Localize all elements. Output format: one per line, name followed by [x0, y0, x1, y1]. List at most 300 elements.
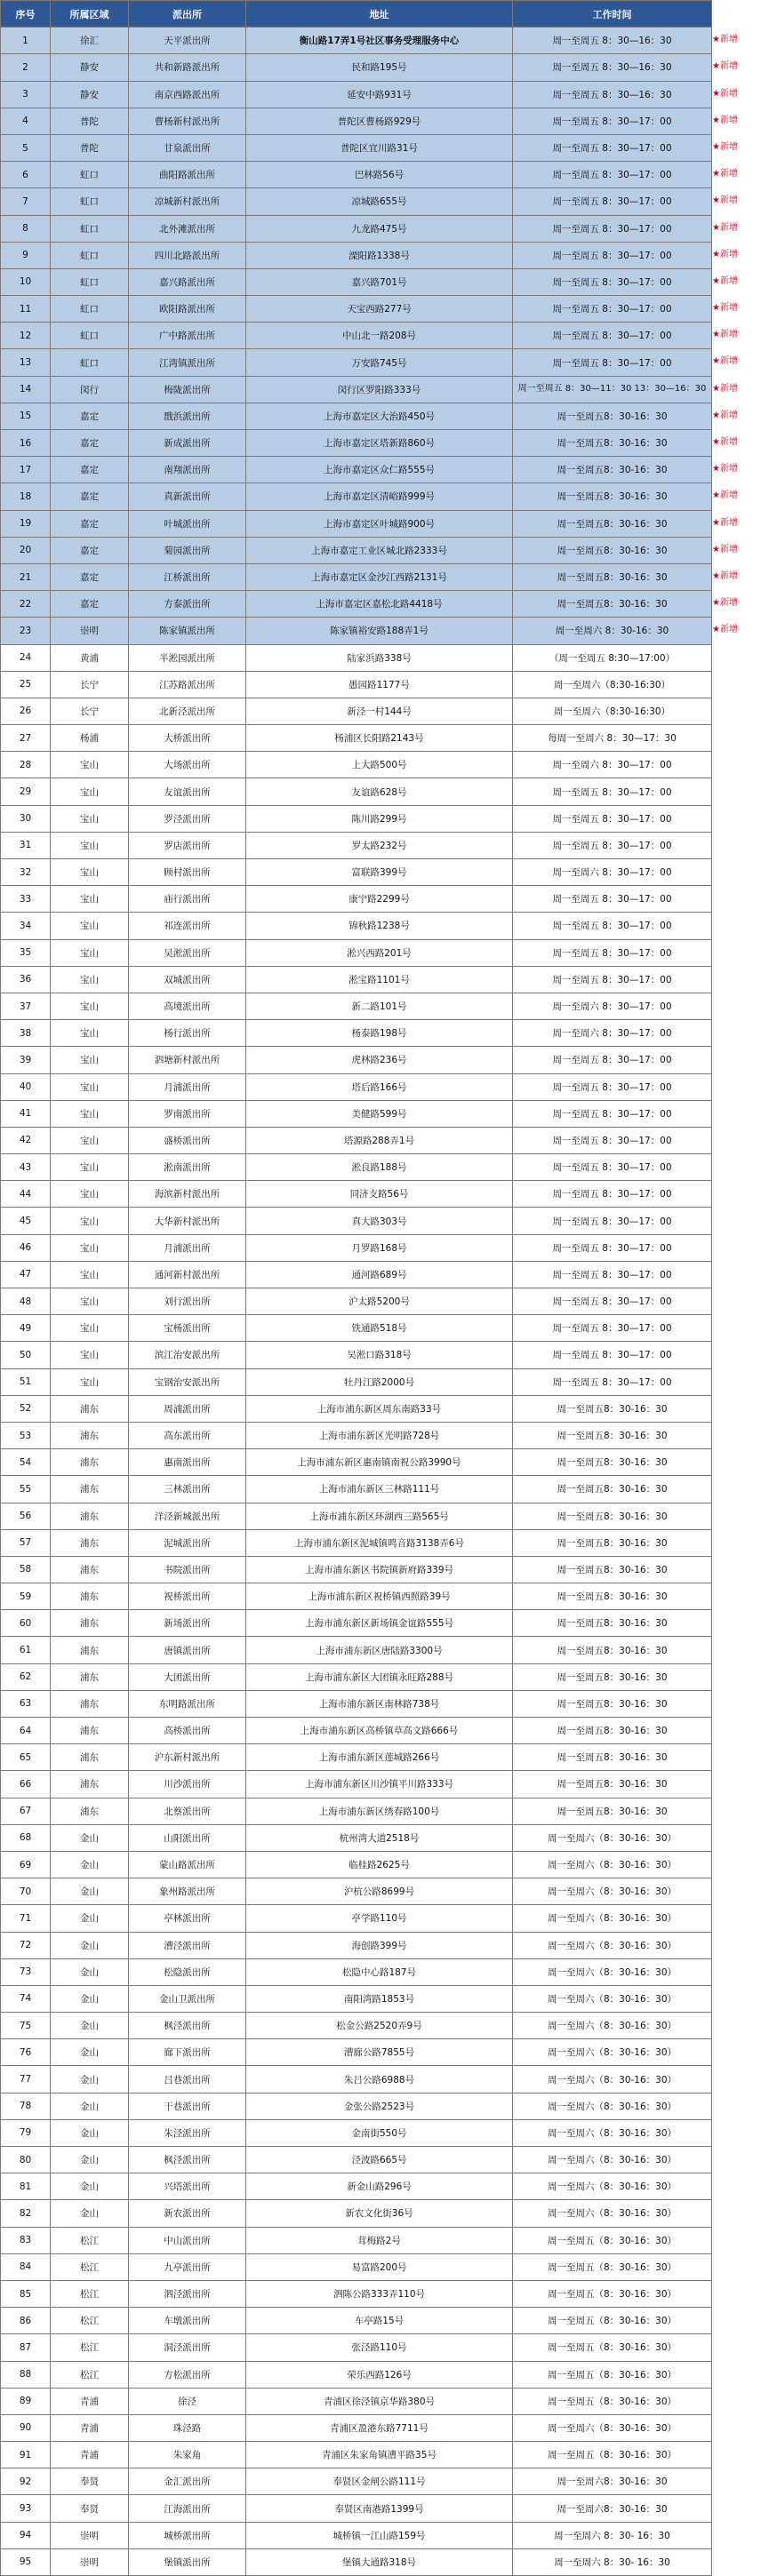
cell-address: 巴林路56号: [246, 162, 513, 188]
cell-no: 29: [1, 778, 51, 805]
table-row: [1, 1851, 712, 1878]
cell-no: 54: [1, 1449, 51, 1476]
cell-hours: 周一至周五8：30-16：30: [513, 1637, 712, 1663]
table-row: [1, 1261, 712, 1288]
cell-station: 城桥派出所: [129, 2522, 246, 2548]
cell-hours: 周一至周五8：30-16：30: [513, 1798, 712, 1824]
cell-station: 四川北路派出所: [129, 242, 246, 268]
cell-address: 张泾路110号: [246, 2334, 513, 2361]
cell-station: 罗南派出所: [129, 1100, 246, 1127]
cell-address: 虎林路236号: [246, 1047, 513, 1073]
cell-no: 52: [1, 1395, 51, 1422]
cell-station: 珠泾路: [129, 2414, 246, 2441]
cell-district: 宝山: [51, 1342, 129, 1368]
cell-no: 64: [1, 1718, 51, 1744]
cell-hours: 周一至周五 8：30—17：00: [513, 913, 712, 939]
cell-no: 44: [1, 1181, 51, 1208]
cell-station: 月浦派出所: [129, 1073, 246, 1100]
cell-station: 金山卫派出所: [129, 1985, 246, 2012]
table-row: [1, 1824, 712, 1851]
cell-address: 漕廊公路7855号: [246, 2039, 513, 2066]
cell-no: 73: [1, 1958, 51, 1985]
cell-hours: 周一至周五8：30-16：30: [513, 1663, 712, 1690]
cell-hours: 周一至周六 8：30—17：00: [513, 859, 712, 886]
cell-district: 金山: [51, 2119, 129, 2146]
cell-no: 65: [1, 1744, 51, 1771]
cell-address: 沪太路5200号: [246, 1288, 513, 1315]
new-badge: ★新增: [712, 61, 738, 71]
cell-station: 泗塘新村派出所: [129, 1047, 246, 1073]
cell-hours: 周一至周五 8：30—17：00: [513, 268, 712, 295]
table-row: [1, 162, 712, 188]
cell-address: 万安路745号: [246, 349, 513, 376]
new-badge: ★新增: [712, 490, 738, 500]
cell-address: 月罗路168号: [246, 1234, 513, 1261]
cell-district: 金山: [51, 1932, 129, 1958]
cell-no: 95: [1, 2548, 51, 2575]
cell-hours: 周一至周五8：30-16：30: [513, 457, 712, 483]
new-badge: ★新增: [712, 223, 738, 233]
cell-station: 大桥派出所: [129, 725, 246, 752]
cell-no: 7: [1, 188, 51, 215]
new-badge: ★新增: [712, 518, 738, 528]
table-row: [1, 1154, 712, 1181]
cell-address: 普陀区曹杨路929号: [246, 108, 513, 134]
cell-no: 60: [1, 1610, 51, 1637]
cell-hours: 周一至周五 8：30—17：00: [513, 1073, 712, 1100]
new-badge: ★新增: [712, 545, 738, 554]
cell-hours: 周一至周五8：30-16：30: [513, 1718, 712, 1744]
new-badge: ★新增: [712, 250, 738, 259]
cell-address: 友谊路628号: [246, 778, 513, 805]
table-body: [1, 28, 712, 2576]
cell-no: 80: [1, 2147, 51, 2173]
cell-district: 宝山: [51, 913, 129, 939]
cell-no: 36: [1, 966, 51, 993]
table-row: [1, 1583, 712, 1610]
cell-address: 亭学路110号: [246, 1905, 513, 1932]
cell-no: 46: [1, 1234, 51, 1261]
cell-hours: 周一至周五8：30-16：30: [513, 1744, 712, 1771]
cell-district: 虹口: [51, 188, 129, 215]
cell-station: 大华新村派出所: [129, 1208, 246, 1234]
cell-district: 宝山: [51, 1127, 129, 1153]
cell-no: 68: [1, 1824, 51, 1851]
cell-hours: 周一至周五8：30-16：30: [513, 1690, 712, 1717]
table-row: [1, 2334, 712, 2361]
cell-district: 宝山: [51, 1261, 129, 1288]
cell-district: 浦东: [51, 1637, 129, 1663]
cell-no: 87: [1, 2334, 51, 2361]
table-row: [1, 1798, 712, 1824]
table-row: [1, 1556, 712, 1583]
cell-station: 车墩派出所: [129, 2308, 246, 2334]
cell-no: 74: [1, 1985, 51, 2012]
cell-district: 宝山: [51, 1100, 129, 1127]
cell-hours: 周一至周五 8：30—17：00: [513, 1047, 712, 1073]
cell-hours: 周一至周五 8：30—17：00: [513, 1127, 712, 1153]
cell-district: 宝山: [51, 778, 129, 805]
new-badge: ★新增: [712, 384, 738, 394]
cell-hours: 周一至周五 8：30—17：00: [513, 1234, 712, 1261]
cell-address: 南阳湾路1853号: [246, 1985, 513, 2012]
cell-station: 堡镇派出所: [129, 2548, 246, 2575]
table-row: [1, 2468, 712, 2495]
cell-district: 浦东: [51, 1718, 129, 1744]
cell-address: 沪杭公路8699号: [246, 1878, 513, 1905]
cell-hours: 周一至周五 8：30—17：00: [513, 1261, 712, 1288]
cell-district: 浦东: [51, 1663, 129, 1690]
cell-no: 27: [1, 725, 51, 752]
cell-district: 宝山: [51, 1208, 129, 1234]
new-badge: ★新增: [712, 35, 738, 44]
table-row: [1, 2147, 712, 2173]
new-badge: ★新增: [712, 169, 738, 179]
cell-station: 大场派出所: [129, 752, 246, 778]
cell-station: 山阳派出所: [129, 1824, 246, 1851]
cell-no: 30: [1, 805, 51, 832]
cell-district: 闵行: [51, 376, 129, 403]
cell-no: 88: [1, 2361, 51, 2388]
cell-hours: 周一至周五 8：30—17：00: [513, 188, 712, 215]
cell-hours: 周一至周五8：30-16：30: [513, 1503, 712, 1529]
table-row: [1, 54, 712, 81]
cell-hours: 周一至周五（8：30-16：30）: [513, 2227, 712, 2253]
cell-station: 北新泾派出所: [129, 698, 246, 724]
cell-district: 宝山: [51, 966, 129, 993]
table-row: [1, 1395, 712, 1422]
cell-address: 延安中路931号: [246, 81, 513, 108]
cell-district: 黄浦: [51, 644, 129, 671]
cell-district: 浦东: [51, 1476, 129, 1503]
cell-district: 金山: [51, 2147, 129, 2173]
cell-district: 金山: [51, 2200, 129, 2227]
cell-no: 2: [1, 54, 51, 81]
cell-address: 上海市嘉定工业区城北路2333号: [246, 537, 513, 563]
cell-no: 72: [1, 1932, 51, 1958]
table-row: [1, 483, 712, 510]
cell-address: 青浦区盈港东路7711号: [246, 2414, 513, 2441]
cell-address: 青浦区徐泾镇京华路380号: [246, 2388, 513, 2414]
cell-station: 杨行派出所: [129, 1020, 246, 1047]
header-no: 序号: [1, 1, 51, 28]
cell-district: 崇明: [51, 2522, 129, 2548]
cell-district: 宝山: [51, 886, 129, 913]
cell-hours: 周一至周六（8:30-16:30）: [513, 698, 712, 724]
cell-hours: 周一至周六（8：30-16：30）: [513, 2013, 712, 2039]
cell-hours: 周一至周五（8：30-16：30）: [513, 2280, 712, 2307]
header-district: 所属区域: [51, 1, 129, 28]
new-badge: ★新增: [712, 142, 738, 152]
cell-district: 普陀: [51, 108, 129, 134]
cell-address: 临桂路2625号: [246, 1851, 513, 1878]
cell-hours: 周一至周六（8：30-16：30）: [513, 1905, 712, 1932]
cell-district: 松江: [51, 2334, 129, 2361]
table-row: [1, 2361, 712, 2388]
cell-hours: 周一至周六 8：30- 16：30: [513, 2522, 712, 2548]
table-row: [1, 81, 712, 108]
cell-address: 普陀区宜川路31号: [246, 134, 513, 161]
cell-station: 漕泾派出所: [129, 1932, 246, 1958]
cell-address: 通河路689号: [246, 1261, 513, 1288]
cell-station: 新农派出所: [129, 2200, 246, 2227]
table-row: [1, 2013, 712, 2039]
cell-no: 78: [1, 2093, 51, 2119]
table-row: [1, 537, 712, 563]
cell-no: 45: [1, 1208, 51, 1234]
cell-district: 嘉定: [51, 563, 129, 590]
cell-district: 浦东: [51, 1771, 129, 1798]
cell-district: 虹口: [51, 268, 129, 295]
cell-hours: 周一至周六（8：30-16：30）: [513, 1878, 712, 1905]
cell-hours: 周一至周五8：30-16：30: [513, 1529, 712, 1556]
cell-district: 宝山: [51, 1288, 129, 1315]
table-row: [1, 108, 712, 134]
cell-station: 祁连派出所: [129, 913, 246, 939]
cell-hours: 周一至周五（8：30-16：30）: [513, 2308, 712, 2334]
cell-district: 金山: [51, 2013, 129, 2039]
table-row: [1, 671, 712, 698]
cell-district: 金山: [51, 1878, 129, 1905]
cell-station: 朱泾派出所: [129, 2119, 246, 2146]
cell-hours: 周一至周五 8：30—17：00: [513, 832, 712, 858]
table-row: [1, 242, 712, 268]
cell-address: 上海市嘉定区塔新路860号: [246, 430, 513, 457]
cell-district: 宝山: [51, 1020, 129, 1047]
cell-hours: 周一至周五8：30-16：30: [513, 563, 712, 590]
cell-station: 罗店派出所: [129, 832, 246, 858]
cell-hours: 周一至周五 8：30—11：30 13：30—16：30: [513, 376, 712, 403]
cell-address: 淞良路188号: [246, 1154, 513, 1181]
cell-station: 甘泉派出所: [129, 134, 246, 161]
cell-no: 83: [1, 2227, 51, 2253]
cell-hours: 周一至周五 8：30—17：00: [513, 966, 712, 993]
cell-no: 69: [1, 1851, 51, 1878]
cell-district: 奉贤: [51, 2495, 129, 2522]
cell-station: 大团派出所: [129, 1663, 246, 1690]
cell-district: 宝山: [51, 832, 129, 858]
cell-hours: 周一至周五 8：30—17：00: [513, 1315, 712, 1342]
cell-hours: 周一至周五（8：30-16：30）: [513, 2361, 712, 2388]
table-row: [1, 644, 712, 671]
table-row: [1, 1047, 712, 1073]
cell-hours: 周一至周六（8:30-16:30）: [513, 671, 712, 698]
table-row: [1, 510, 712, 537]
table-row: [1, 1529, 712, 1556]
cell-address: 陈家镇裕安路188弄1号: [246, 618, 513, 644]
cell-address: 牡丹江路2000号: [246, 1368, 513, 1395]
table-row: [1, 376, 712, 403]
cell-hours: 周一至周六（8：30-16：30）: [513, 1932, 712, 1958]
cell-no: 94: [1, 2522, 51, 2548]
cell-address: 上海市浦东新区书院镇新府路339号: [246, 1556, 513, 1583]
cell-station: 刘行派出所: [129, 1288, 246, 1315]
cell-hours: 周一至周五（8：30-16：30）: [513, 2388, 712, 2414]
new-badge: ★新增: [712, 116, 738, 125]
cell-no: 47: [1, 1261, 51, 1288]
cell-no: 9: [1, 242, 51, 268]
cell-station: 南翔派出所: [129, 457, 246, 483]
cell-district: 嘉定: [51, 537, 129, 563]
cell-no: 25: [1, 671, 51, 698]
table-row: [1, 1985, 712, 2012]
cell-hours: 周一至周六 8：30—17：00: [513, 752, 712, 778]
new-badge: ★新增: [712, 625, 738, 634]
table-row: [1, 2388, 712, 2414]
cell-district: 青浦: [51, 2388, 129, 2414]
cell-station: 北蔡派出所: [129, 1798, 246, 1824]
cell-station: 叶城派出所: [129, 510, 246, 537]
cell-address: 溧阳路1338号: [246, 242, 513, 268]
cell-station: 宝钢治安派出所: [129, 1368, 246, 1395]
new-badge: ★新增: [712, 598, 738, 608]
cell-station: 南京西路派出所: [129, 81, 246, 108]
header-address: 地址: [246, 1, 513, 28]
cell-station: 松隐派出所: [129, 1958, 246, 1985]
table-header-row: [1, 1, 712, 28]
cell-address: 上海市浦东新区大团镇永旺路288号: [246, 1663, 513, 1690]
table-row: [1, 2253, 712, 2280]
table-row: [1, 859, 712, 886]
cell-station: 川沙派出所: [129, 1771, 246, 1798]
new-badge: ★新增: [712, 89, 738, 99]
cell-no: 21: [1, 563, 51, 590]
cell-district: 松江: [51, 2227, 129, 2253]
cell-address: 上海市嘉定区众仁路555号: [246, 457, 513, 483]
new-badge: ★新增: [712, 411, 738, 420]
cell-district: 宝山: [51, 859, 129, 886]
table-row: [1, 752, 712, 778]
cell-no: 50: [1, 1342, 51, 1368]
table-row: [1, 1208, 712, 1234]
cell-district: 杨浦: [51, 725, 129, 752]
table-row: [1, 1422, 712, 1448]
cell-address: 松隐中心路187号: [246, 1958, 513, 1985]
cell-hours: 周一至周五 8：30—17：00: [513, 1100, 712, 1127]
cell-address: 陆家浜路338号: [246, 644, 513, 671]
cell-district: 嘉定: [51, 430, 129, 457]
cell-no: 89: [1, 2388, 51, 2414]
cell-district: 松江: [51, 2361, 129, 2388]
cell-address: 塔后路166号: [246, 1073, 513, 1100]
cell-address: 荣乐西路126号: [246, 2361, 513, 2388]
cell-station: 枫泾派出所: [129, 2147, 246, 2173]
cell-address: 泾波路665号: [246, 2147, 513, 2173]
cell-district: 浦东: [51, 1529, 129, 1556]
table-row: [1, 1958, 712, 1985]
table-row: [1, 2280, 712, 2307]
cell-station: 淞南派出所: [129, 1154, 246, 1181]
cell-district: 虹口: [51, 296, 129, 323]
cell-no: 71: [1, 1905, 51, 1932]
table-row: [1, 1905, 712, 1932]
cell-no: 34: [1, 913, 51, 939]
cell-station: 徐泾: [129, 2388, 246, 2414]
table-row: [1, 2200, 712, 2227]
table-row: [1, 403, 712, 429]
cell-no: 77: [1, 2066, 51, 2093]
cell-district: 奉贤: [51, 2468, 129, 2495]
cell-no: 33: [1, 886, 51, 913]
cell-district: 青浦: [51, 2442, 129, 2468]
cell-address: 朱吕公路6988号: [246, 2066, 513, 2093]
cell-district: 金山: [51, 2093, 129, 2119]
cell-hours: 周一至周六（8：30-16：30）: [513, 2147, 712, 2173]
cell-station: 顾村派出所: [129, 859, 246, 886]
table-row: [1, 2119, 712, 2146]
table-row: [1, 1610, 712, 1637]
cell-address: 美健路599号: [246, 1100, 513, 1127]
cell-address: 同济支路56号: [246, 1181, 513, 1208]
cell-district: 金山: [51, 2039, 129, 2066]
cell-district: 松江: [51, 2253, 129, 2280]
cell-address: 康宁路2299号: [246, 886, 513, 913]
cell-address: 衡山路17弄1号社区事务受理服务中心: [246, 28, 513, 54]
cell-no: 1: [1, 28, 51, 54]
cell-hours: 周一至周六（8：30-16：30）: [513, 1824, 712, 1851]
cell-no: 37: [1, 993, 51, 1019]
cell-hours: 周一至周五 8：30—17：00: [513, 1368, 712, 1395]
cell-address: 上海市浦东新区唐陆路3300号: [246, 1637, 513, 1663]
table-row: [1, 805, 712, 832]
cell-hours: 周一至周五 8：30—16：30: [513, 28, 712, 54]
table-row: [1, 1771, 712, 1798]
cell-hours: 周一至周六（8：30-16：30）: [513, 1985, 712, 2012]
cell-district: 长宁: [51, 671, 129, 698]
cell-no: 43: [1, 1154, 51, 1181]
cell-no: 56: [1, 1503, 51, 1529]
cell-no: 31: [1, 832, 51, 858]
cell-address: 新二路101号: [246, 993, 513, 1019]
table-row: [1, 2093, 712, 2119]
cell-hours: 周一至周五（8：30-16：30）: [513, 2442, 712, 2468]
new-badge: ★新增: [712, 330, 738, 339]
cell-no: 67: [1, 1798, 51, 1824]
cell-hours: 周一至周六（8：30-16：30）: [513, 2066, 712, 2093]
cell-no: 14: [1, 376, 51, 403]
cell-address: 奉贤区金闸公路111号: [246, 2468, 513, 2495]
cell-district: 金山: [51, 2173, 129, 2200]
new-badge: ★新增: [712, 195, 738, 205]
cell-no: 76: [1, 2039, 51, 2066]
cell-hours: 周一至周六 8：30—17：00: [513, 993, 712, 1019]
new-badge: ★新增: [712, 303, 738, 313]
cell-district: 嘉定: [51, 591, 129, 618]
table-row: [1, 188, 712, 215]
cell-station: 高境派出所: [129, 993, 246, 1019]
cell-no: 23: [1, 618, 51, 644]
cell-no: 92: [1, 2468, 51, 2495]
cell-address: 富联路399号: [246, 859, 513, 886]
table-row: [1, 1181, 712, 1208]
cell-hours: 周一至周五8：30-16：30: [513, 1583, 712, 1610]
cell-district: 松江: [51, 2308, 129, 2334]
cell-no: 48: [1, 1288, 51, 1315]
cell-address: 铁通路518号: [246, 1315, 513, 1342]
cell-station: 书院派出所: [129, 1556, 246, 1583]
cell-no: 93: [1, 2495, 51, 2522]
cell-station: 嘉兴路派出所: [129, 268, 246, 295]
cell-district: 长宁: [51, 698, 129, 724]
cell-no: 16: [1, 430, 51, 457]
cell-district: 虹口: [51, 162, 129, 188]
cell-no: 39: [1, 1047, 51, 1073]
cell-hours: 周一至周五8：30-16：30: [513, 430, 712, 457]
cell-address: 上海市嘉定区清峪路999号: [246, 483, 513, 510]
cell-station: 半淞园派出所: [129, 644, 246, 671]
cell-hours: 周一至周五 8：30—17：00: [513, 134, 712, 161]
cell-hours: 周一至周五 8：30—17：00: [513, 805, 712, 832]
